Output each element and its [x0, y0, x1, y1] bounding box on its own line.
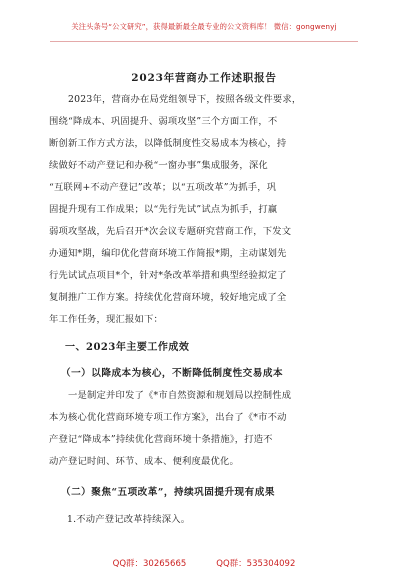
paragraph-line: 年工作任务，现汇报如下：	[49, 314, 163, 325]
paragraph-line: 产登记“降成本”持续优化营商环境十条措施》，打造不	[49, 434, 273, 445]
paragraph-line: 固提升现有工作成果；以“先行先试”试点为抓手，打赢	[49, 204, 278, 215]
paragraph-line: 弱项攻坚战，先后召开*次会议专题研究营商工作，下发文	[49, 226, 292, 237]
paragraph-line: 复制推广工作方案。持续优化营商环境，较好地完成了全	[49, 292, 287, 303]
paragraph-line: “互联网+不动产登记”改革；以“五项改革”为抓手，巩	[49, 182, 277, 193]
paragraph-line: 2023年，营商办在局党组领导下，按照各级文件要求，	[68, 94, 302, 105]
qq-group-1: QQ群：30265665	[112, 559, 187, 569]
qq-group-2: QQ群：535304092	[216, 559, 296, 569]
paragraph-line: 断创新工作方式方法，以降低制度性交易成本为核心，持	[49, 138, 287, 149]
paragraph-line: 动产登记时间、环节、成本、便利度最优化。	[49, 456, 239, 467]
paragraph-line: 办通知*期，编印优化营商环境工作简报*期，主动谋划先	[49, 248, 287, 259]
intro-paragraph	[49, 89, 355, 331]
paragraph-line: 一是制定并印发了《*市自然资源和规划局以控制性成	[68, 390, 292, 401]
header-banner: 关注头条号“公文研究”，获得最新最全最专业的公文资料库！ 微信：gongwenyj	[71, 22, 337, 31]
subsection-heading: （一）以降成本为核心，不断降低制度性交易成本	[61, 368, 284, 379]
paragraph-line: 围绕“降成本、巩固提升、弱项攻坚”三个方面工作，不	[49, 116, 278, 127]
subsection-paragraph	[49, 385, 355, 473]
document-title: 2023年营商办工作述职报告	[131, 72, 277, 84]
paragraph-line: 行先试试点项目*个，针对*条改革举措和典型经验拟定了	[49, 270, 287, 281]
section-heading: 一、2023年主要工作成效	[65, 342, 190, 353]
paragraph-line: 续做好不动产登记和办税“一窗办事”集成服务，深化	[49, 160, 268, 171]
header-divider	[50, 41, 358, 42]
subsection-heading: （二）聚焦“五项改革”，持续巩固提升现有成果	[61, 487, 275, 498]
list-item: 1.不动产登记改革持续深入。	[67, 514, 191, 525]
footer-contacts	[0, 557, 408, 569]
paragraph-line: 本为核心优化营商环境专项工作方案》，出台了《*市不动	[49, 412, 287, 423]
